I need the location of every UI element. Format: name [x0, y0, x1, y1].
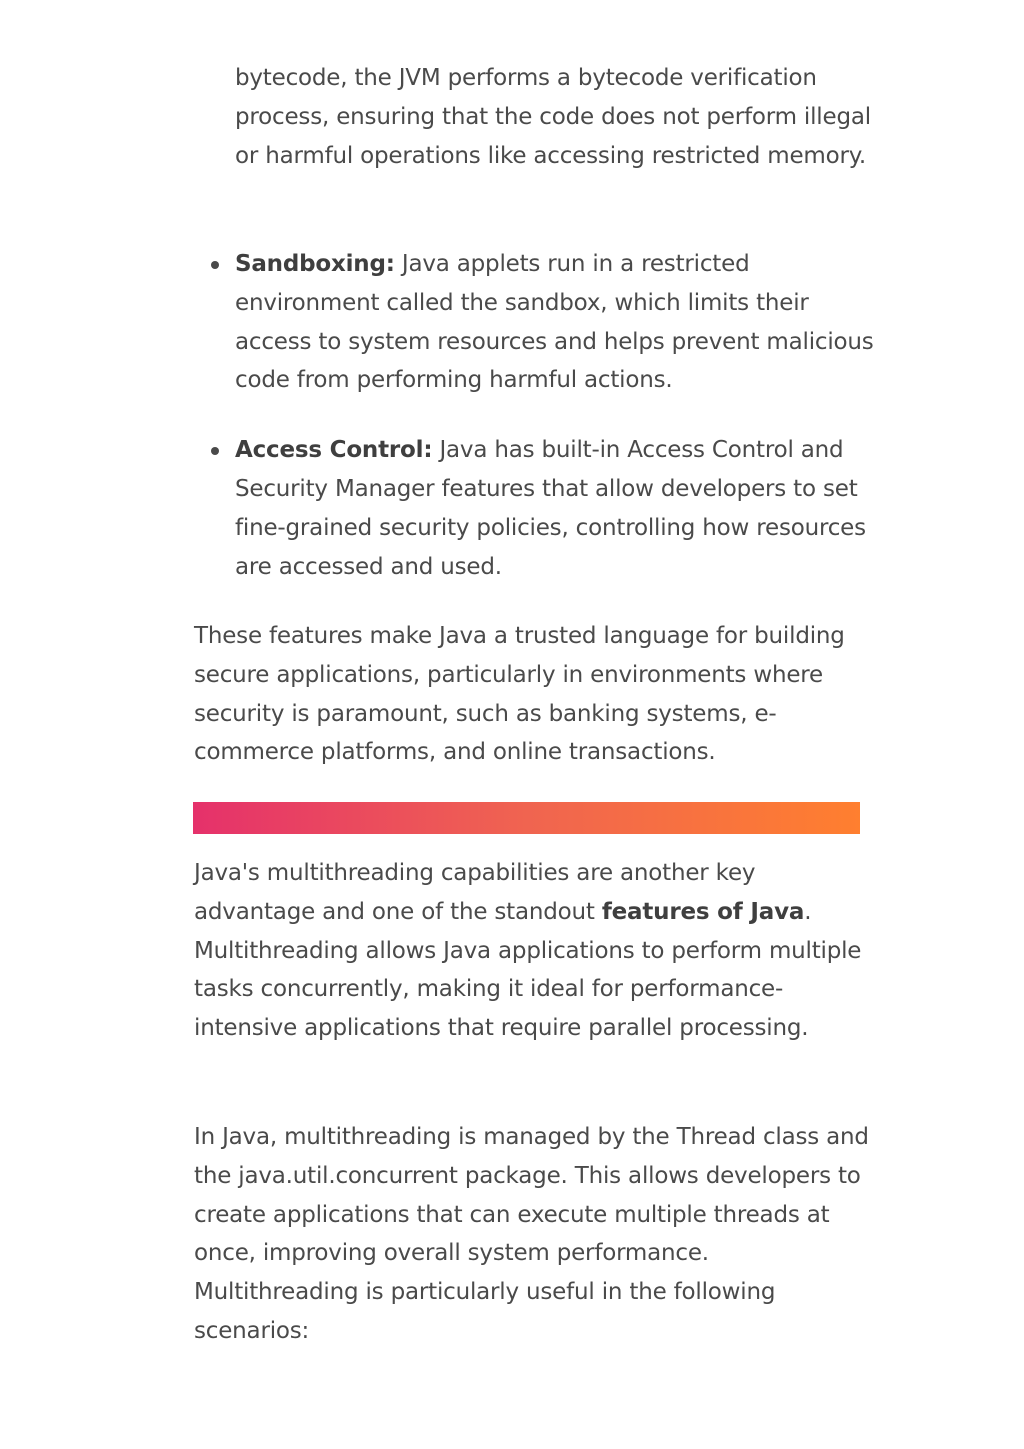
thread-class-paragraph: In Java, multithreading is managed by the Thread class and the java.util.concurrent package. This allows developers to create applications that can execute multiple threads at once, improving overall system performance. Multithreading is particularly useful in the following scenarios: [194, 1124, 869, 1344]
bullet-dot [211, 447, 219, 455]
multithreading-paragraph [194, 854, 874, 1048]
sandboxing-term: Sandboxing: [235, 251, 395, 277]
multithreading-text-end: . Multithreading allows Java applications to perform multiple tasks concurrently, making it ideal for performance-intensive applications that require parallel processing. [194, 898, 862, 1042]
features-of-java-highlight: features of Java [601, 898, 805, 925]
access-control-description: Java has built-in Access Control and Security Manager features that allow developers to set fine-grained security policies, controlling how resources are accessed and used. [235, 437, 866, 580]
bullet-dot [211, 261, 219, 269]
list-item-access-control [194, 431, 874, 586]
sandboxing-description: Java applets run in a restricted environment called the sandbox, which limits their access to system resources and helps prevent malicious code from performing harmful actions. [235, 251, 874, 394]
multithreading-text-start: Java's multithreading capabilities are another key advantage and one of the standout [194, 860, 756, 925]
list-item-sandboxing [194, 245, 874, 400]
security-summary-paragraph: These features make Java a trusted language for building secure applications, particularly in environments where security is paramount, such as banking systems, e-commerce platforms, and online transactions. [194, 623, 845, 766]
security-features-list [194, 245, 874, 617]
access-control-term: Access Control: [235, 437, 433, 464]
bytecode-verification-continuation: bytecode, the JVM performs a bytecode verification process, ensuring that the code does not perform illegal or harmful operations like accessing restricted memory. [235, 65, 871, 169]
gradient-divider [193, 802, 860, 834]
